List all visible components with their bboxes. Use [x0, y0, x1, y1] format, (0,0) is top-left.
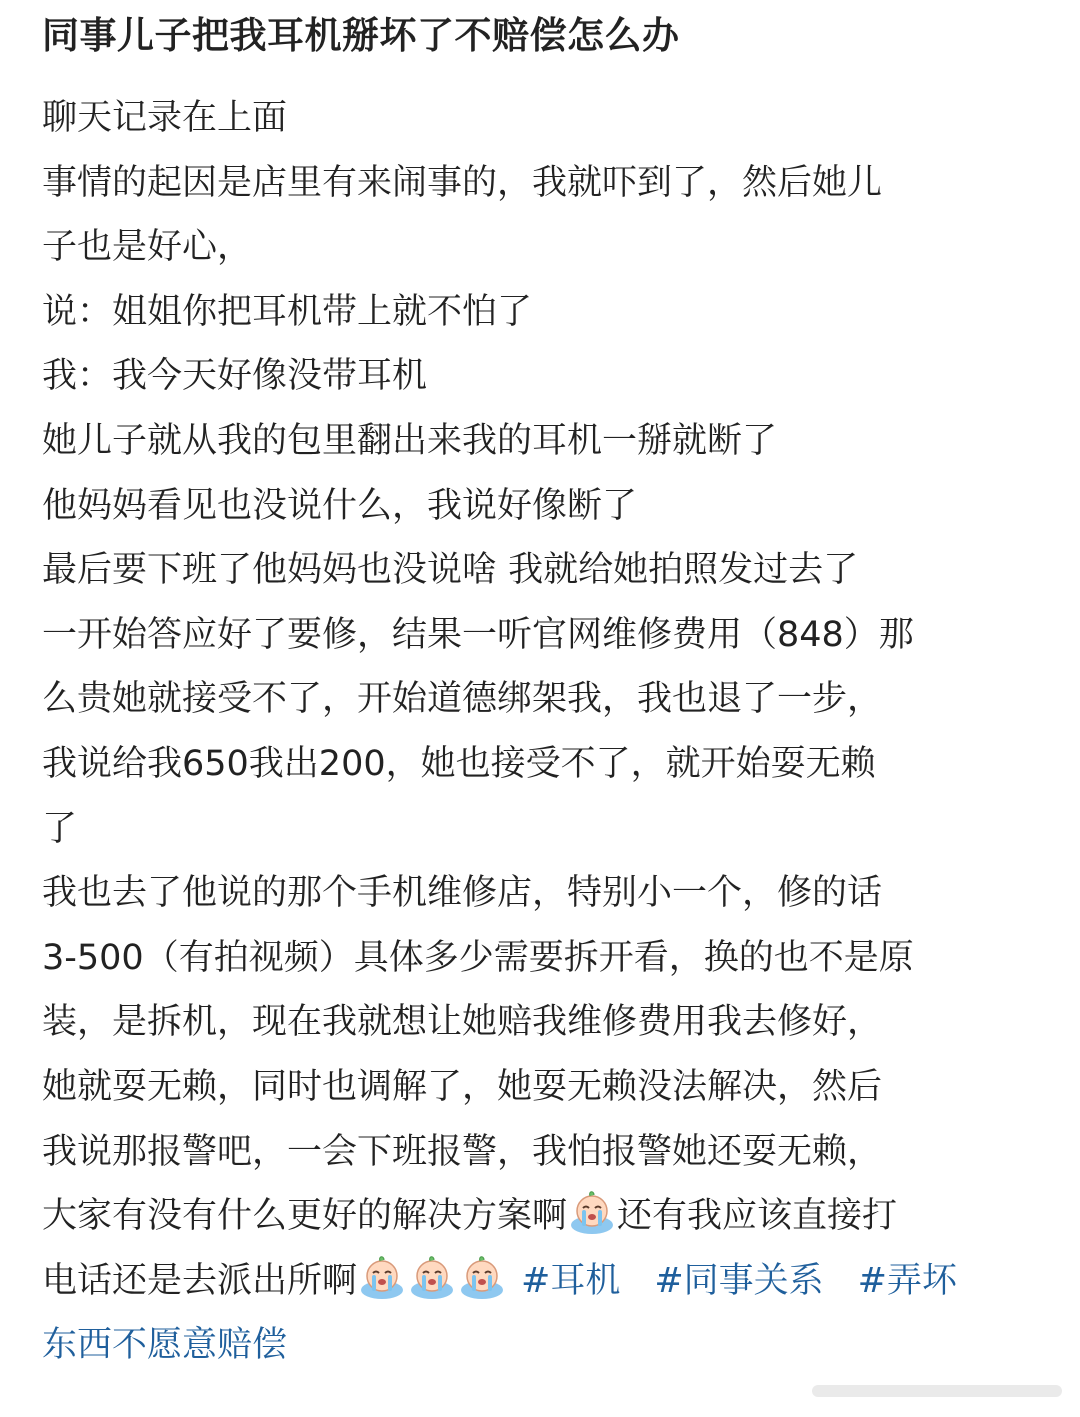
body-line-tag-continuation [42, 1313, 1042, 1378]
body-line: 我说那报警吧，一会下班报警，我怕报警她还耍无赖， [42, 1131, 883, 1172]
hashtag-link-continuation[interactable]: 东西不愿意赔偿 [42, 1325, 288, 1366]
body-line: 我说给我650我出200，她也接受不了，就开始耍无赖 [42, 743, 876, 784]
crying-emoji-icon [408, 1254, 456, 1302]
body-line: 他妈妈看见也没说什么，我说好像断了 [42, 485, 638, 526]
body-line: 聊天记录在上面 [42, 98, 288, 138]
body-line: 最后要下班了他妈妈也没说啥 我就给她拍照发过去了 [42, 550, 859, 591]
body-line: 一开始答应好了要修，结果一听官网维修费用（848）那 [42, 614, 914, 655]
post-title: 同事儿子把我耳机掰坏了不赔偿怎么办 [42, 14, 680, 57]
body-line: 装，是拆机，现在我就想让她赔我维修费用我去修好， [42, 1002, 883, 1043]
post-body [42, 86, 1042, 1378]
body-line: 了 [42, 808, 78, 849]
body-line: 么贵她就接受不了，开始道德绑架我，我也退了一步， [42, 679, 883, 720]
hashtag-link[interactable]: #弄坏 [857, 1260, 957, 1301]
body-text: 还有我应该直接打 [617, 1196, 898, 1237]
body-line: 我：我今天好像没带耳机 [42, 356, 428, 397]
body-line: 她儿子就从我的包里翻出来我的耳机一掰就断了 [42, 420, 778, 461]
body-line: 事情的起因是店里有来闹事的，我就吓到了，然后她儿 [42, 162, 883, 203]
body-line: 她就耍无赖，同时也调解了，她耍无赖没法解决，然后 [42, 1066, 883, 1107]
body-line: 子也是好心， [42, 227, 253, 268]
body-line: 说：姐姐你把耳机带上就不怕了 [42, 291, 533, 332]
body-line-with-tags [42, 1249, 1042, 1314]
body-line: 我也去了他说的那个手机维修店，特别小一个，修的话 [42, 873, 883, 914]
watermark-blur [812, 1381, 1062, 1401]
crying-emoji-icon [358, 1254, 406, 1302]
crying-emoji-icon [568, 1189, 616, 1237]
body-line-with-emoji [42, 1184, 1042, 1249]
hashtag-link[interactable]: #耳机 [521, 1260, 621, 1301]
body-line: 3-500（有拍视频）具体多少需要拆开看，换的也不是原 [42, 937, 914, 978]
body-text: 大家有没有什么更好的解决方案啊 [42, 1196, 568, 1237]
body-text: 电话还是去派出所啊 [42, 1260, 358, 1301]
crying-emoji-icon [458, 1254, 506, 1302]
hashtag-link[interactable]: #同事关系 [654, 1260, 824, 1301]
